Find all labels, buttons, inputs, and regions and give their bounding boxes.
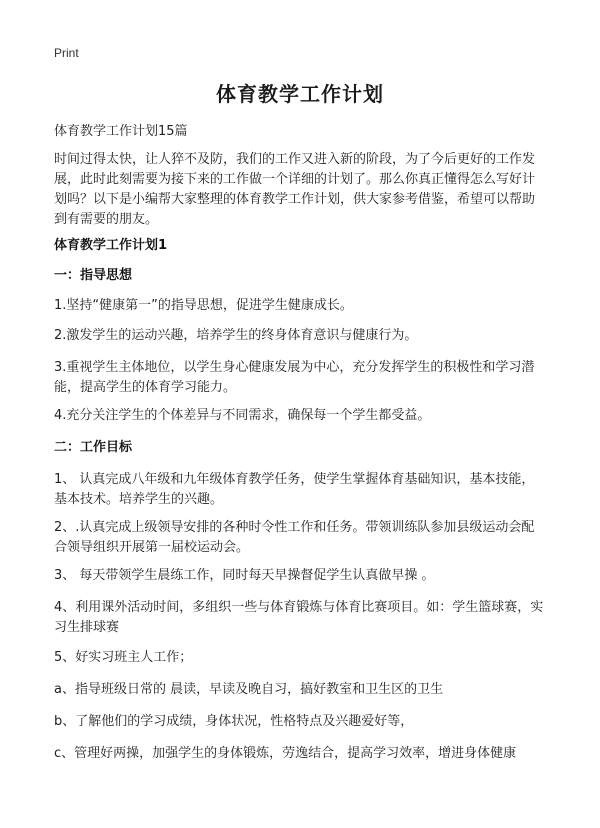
part1-item-4: 4.充分关注学生的个体差异与不同需求，确保每一个学生都受益。 xyxy=(54,408,431,423)
part2-item-3: 3、 每天带领学生晨练工作，同时每天早操督促学生认真做早操 。 xyxy=(54,568,435,583)
intro-paragraph: 时间过得太快，让人猝不及防，我们的工作又进入新的阶段，为了今后更好的工作发展，此时此刻需要为接下来的工作做一个详细的计划了。那么你真正懂得怎么写好计划吗？以下是小编帮大家整理的体育教学工作计划，供大家参考借鉴，希望可以帮助到有需要的朋友。 xyxy=(54,152,536,227)
part1-item-2: 2.激发学生的运动兴趣，培养学生的终身体育意识与健康行为。 xyxy=(54,328,418,343)
section-title: 体育教学工作计划1 xyxy=(54,238,168,253)
part1-item-3: 3.重视学生主体地位，以学生身心健康发展为中心，充分发挥学生的积极性和学习潜能，提高学生的体育学习能力。 xyxy=(54,360,535,395)
part2-item-c: c、管理好两操，加强学生的身体锻炼，劳逸结合，提高学习效率，增进身体健康 xyxy=(54,746,517,761)
part1-heading: 一：指导思想 xyxy=(54,268,133,283)
part2-item-4: 4、利用课外活动时间，多组织一些与体育锻炼与体育比赛项目。如：学生篮球赛，实习生排球赛 xyxy=(54,600,544,635)
page-title: 体育教学工作计划 xyxy=(216,82,384,106)
part2-item-a: a、指导班级日常的 晨读，早读及晚自习，搞好教室和卫生区的卫生 xyxy=(54,682,444,697)
part2-item-5: 5、好实习班主人工作； xyxy=(54,650,193,665)
part2-heading: 二：工作目标 xyxy=(54,440,133,455)
part2-item-1: 1、 认真完成八年级和九年级体育教学任务，使学生掌握体育基础知识，基本技能，基本技术。培养学生的兴趣。 xyxy=(54,472,535,507)
part2-item-b: b、了解他们的学习成绩，身体状况，性格特点及兴趣爱好等， xyxy=(54,714,414,729)
document-subtitle: 体育教学工作计划15篇 xyxy=(54,124,188,139)
part1-item-1: 1.坚持“健康第一”的指导思想，促进学生健康成长。 xyxy=(54,298,353,313)
part2-item-2: 2、.认真完成上级领导安排的各种时令性工作和任务。带领训练队参加县级运动会配合领导组织开展第一届校运动会。 xyxy=(54,520,535,555)
print-link[interactable]: Print xyxy=(54,46,79,60)
